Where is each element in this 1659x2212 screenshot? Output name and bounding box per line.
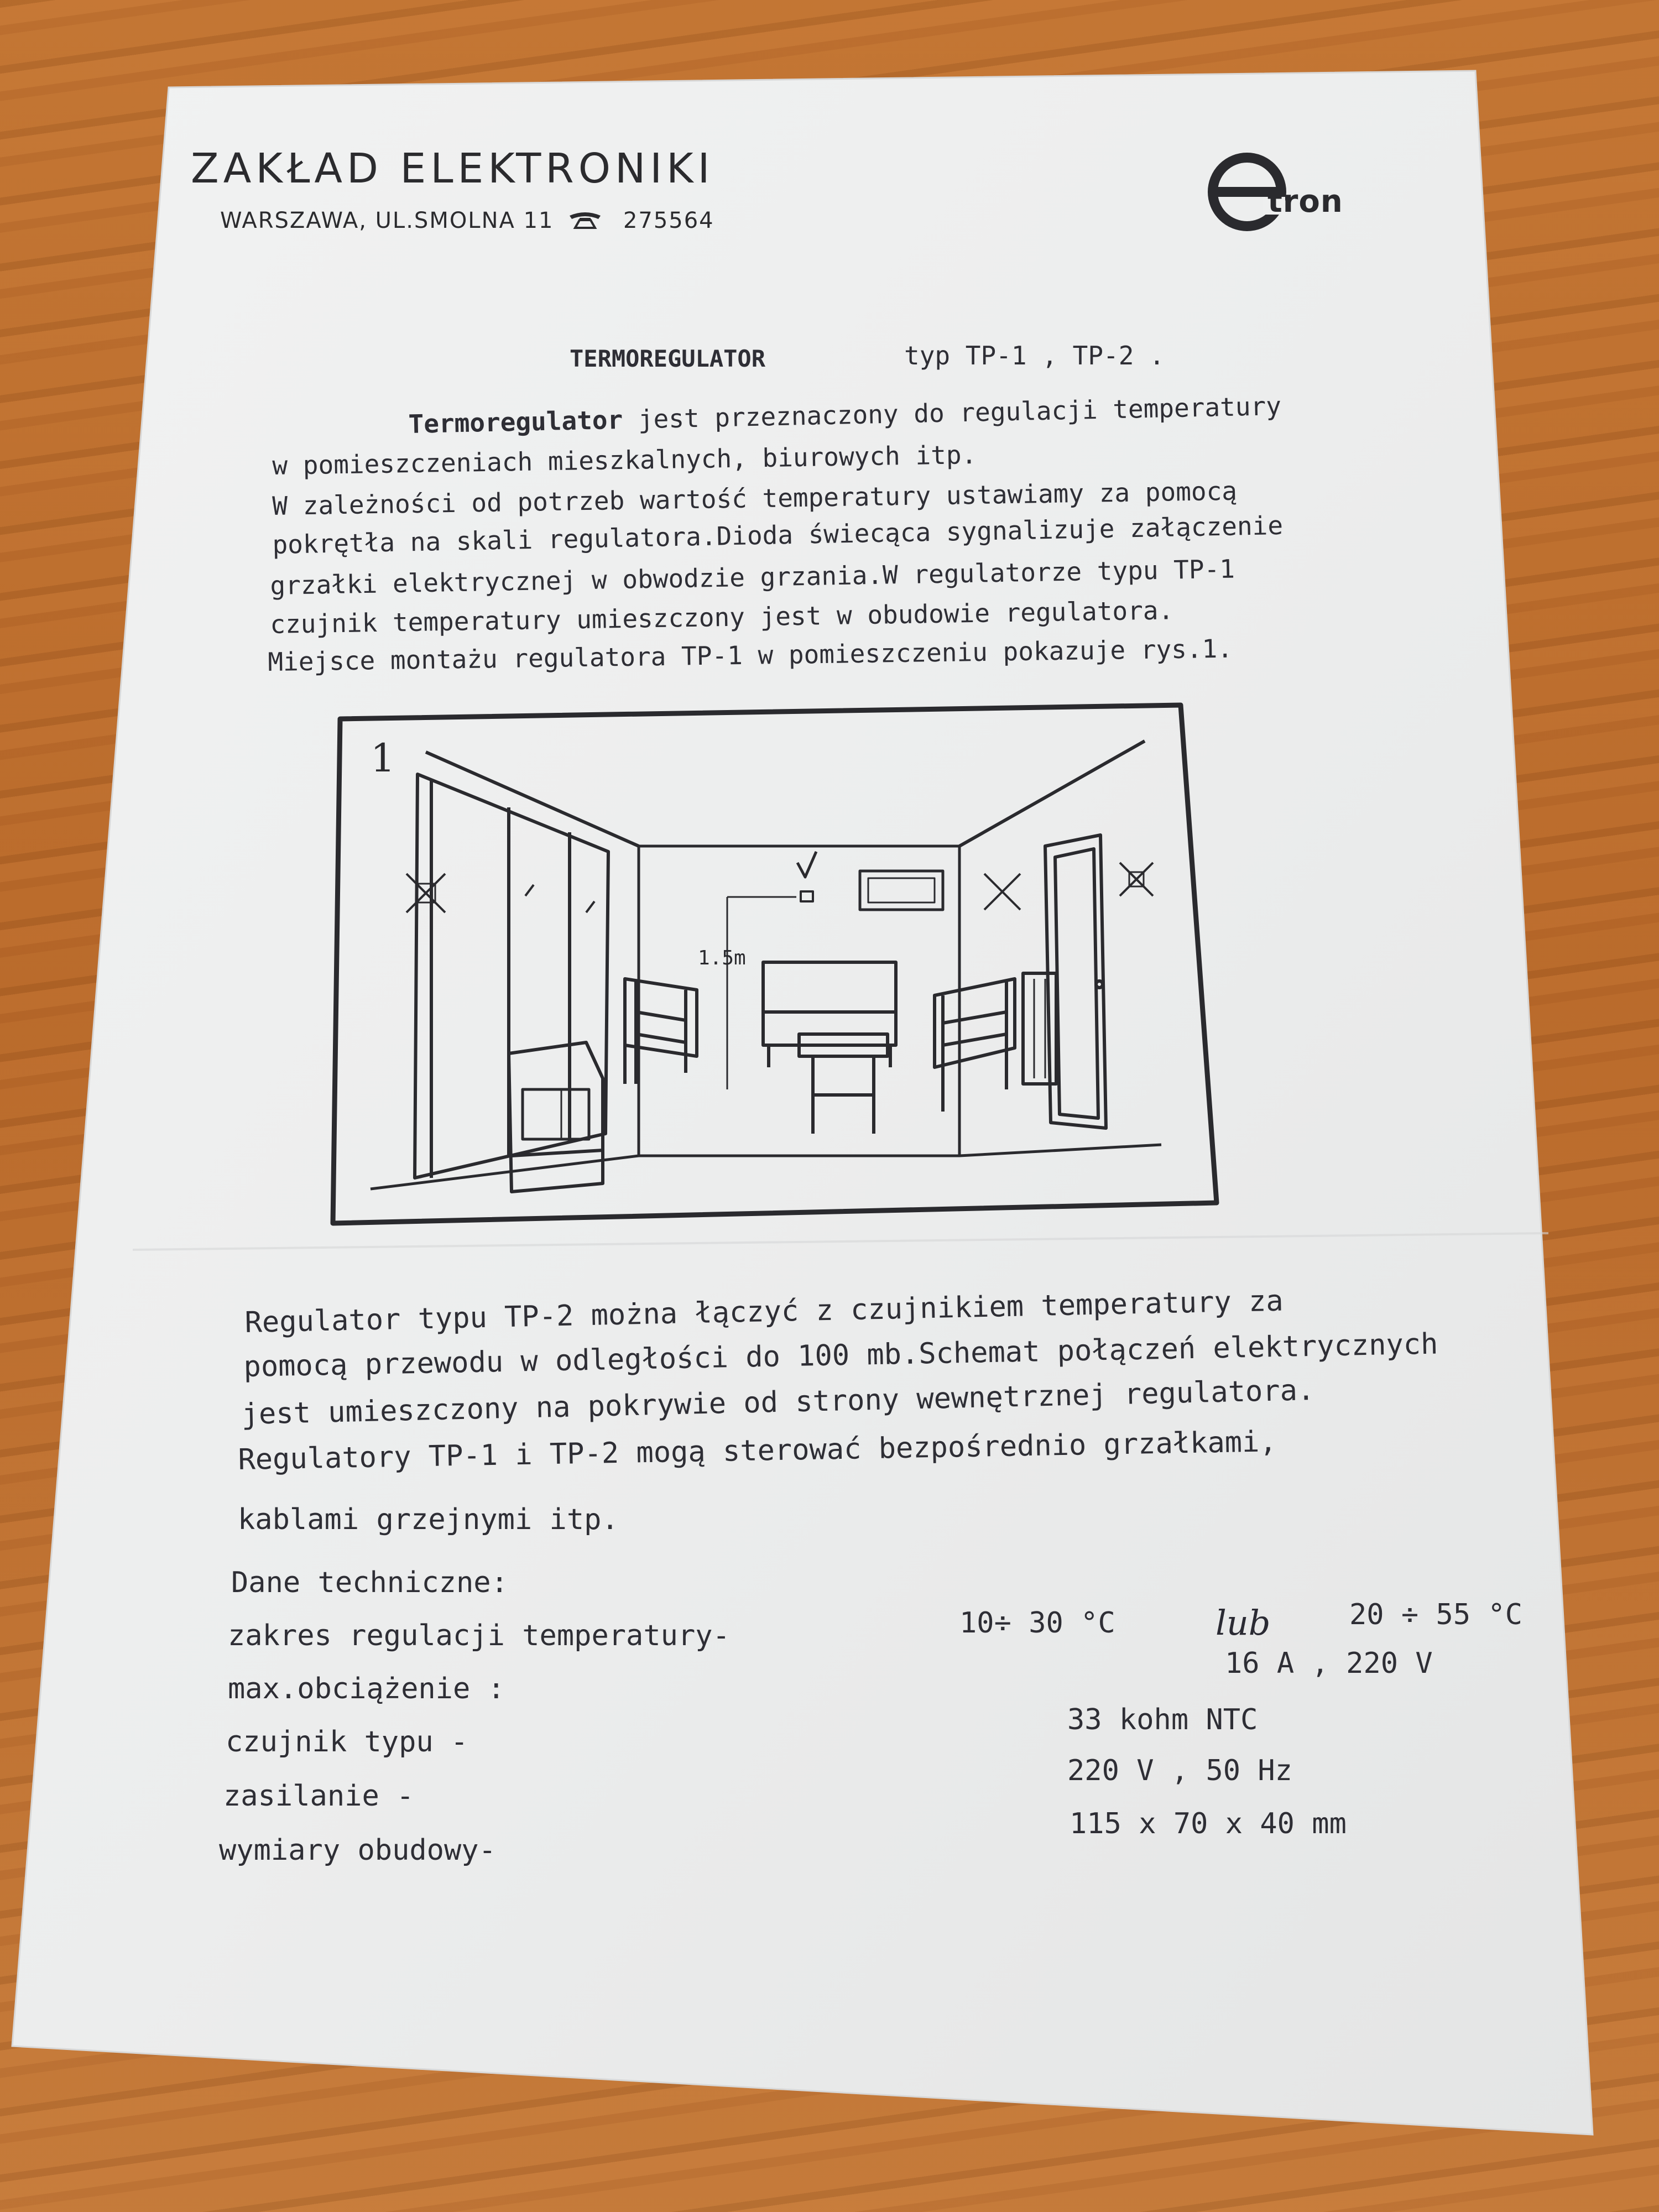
spec-label: zasilanie - <box>223 1780 414 1813</box>
body-line: Regulator typu TP-2 można łączyć z czujnikiem temperatury za <box>244 1284 1284 1339</box>
spec-value: 10÷ 30 °C <box>959 1606 1115 1640</box>
specs-heading: Dane techniczne: <box>231 1566 508 1599</box>
company-name: ZAKŁAD ELEKTRONIKI <box>191 145 714 192</box>
spec-value: 220 V , 50 Hz <box>1067 1754 1292 1787</box>
company-address-line <box>220 208 714 233</box>
figure-frame <box>333 705 1217 1223</box>
company-phone: 275564 <box>623 208 714 233</box>
room-mounting-diagram <box>326 702 1228 1239</box>
document-type-line: typ TP-1 , TP-2 . <box>904 341 1165 371</box>
sofa <box>763 962 896 1012</box>
intro-line: Miejsce montażu regulatora TP-1 w pomieszczeniu pokazuje rys.1. <box>268 633 1233 677</box>
spec-value-alt: 20 ÷ 55 °C <box>1349 1598 1523 1631</box>
telephone-icon <box>567 210 603 229</box>
intro-line: W zależności od potrzeb wartość temperatury ustawiamy za pomocą <box>272 476 1238 521</box>
spec-label: max.obciążenie : <box>228 1672 505 1705</box>
body-line: jest umieszczony na pokrywie od strony wewnętrznej regulatora. <box>241 1373 1315 1431</box>
intro-line: pokrętła na skali regulatora.Dioda świecąca sygnalizuje załączenie <box>272 510 1284 560</box>
body-line: pomocą przewodu w odległości do 100 mb.Schemat połączeń elektrycznych <box>243 1327 1438 1384</box>
company-address: WARSZAWA, UL.SMOLNA 11 <box>220 208 554 233</box>
mount-height-label: 1.5m <box>698 947 746 969</box>
spec-label: czujnik typu - <box>226 1725 468 1759</box>
intro-line: w pomieszczeniach mieszkalnych, biurowych itp. <box>272 439 977 481</box>
approved-check-mark <box>797 852 816 877</box>
document-title: TERMOREGULATOR <box>570 345 766 372</box>
intro-line: grzałki elektrycznej w obwodzie grzania.W regulatorze typu TP-1 <box>270 554 1235 601</box>
spec-label: wymiary obudowy- <box>219 1834 496 1867</box>
etron-logo <box>1206 145 1383 233</box>
regulator-mount-point <box>801 891 813 901</box>
logo-text: tron <box>1267 184 1343 220</box>
spec-value: 33 kohm NTC <box>1067 1703 1258 1736</box>
spec-label: zakres regulacji temperatury- <box>228 1619 730 1652</box>
spec-value: 115 x 70 x 40 mm <box>1070 1807 1347 1840</box>
handwritten-lub: lub <box>1215 1603 1271 1643</box>
body-line: kablami grzejnymi itp. <box>238 1503 619 1536</box>
intro-line: Termoregulator jest przeznaczony do regulacji temperatury <box>408 390 1282 439</box>
intro-line: czujnik temperatury umieszczony jest w obudowie regulatora. <box>270 595 1174 639</box>
figure-number: 1 <box>371 735 395 781</box>
spec-value: 16 A , 220 V <box>1225 1647 1433 1680</box>
wall-picture <box>860 871 943 910</box>
body-line: Regulatory TP-1 i TP-2 mogą sterować bezpośrednio grzałkami, <box>238 1425 1277 1477</box>
